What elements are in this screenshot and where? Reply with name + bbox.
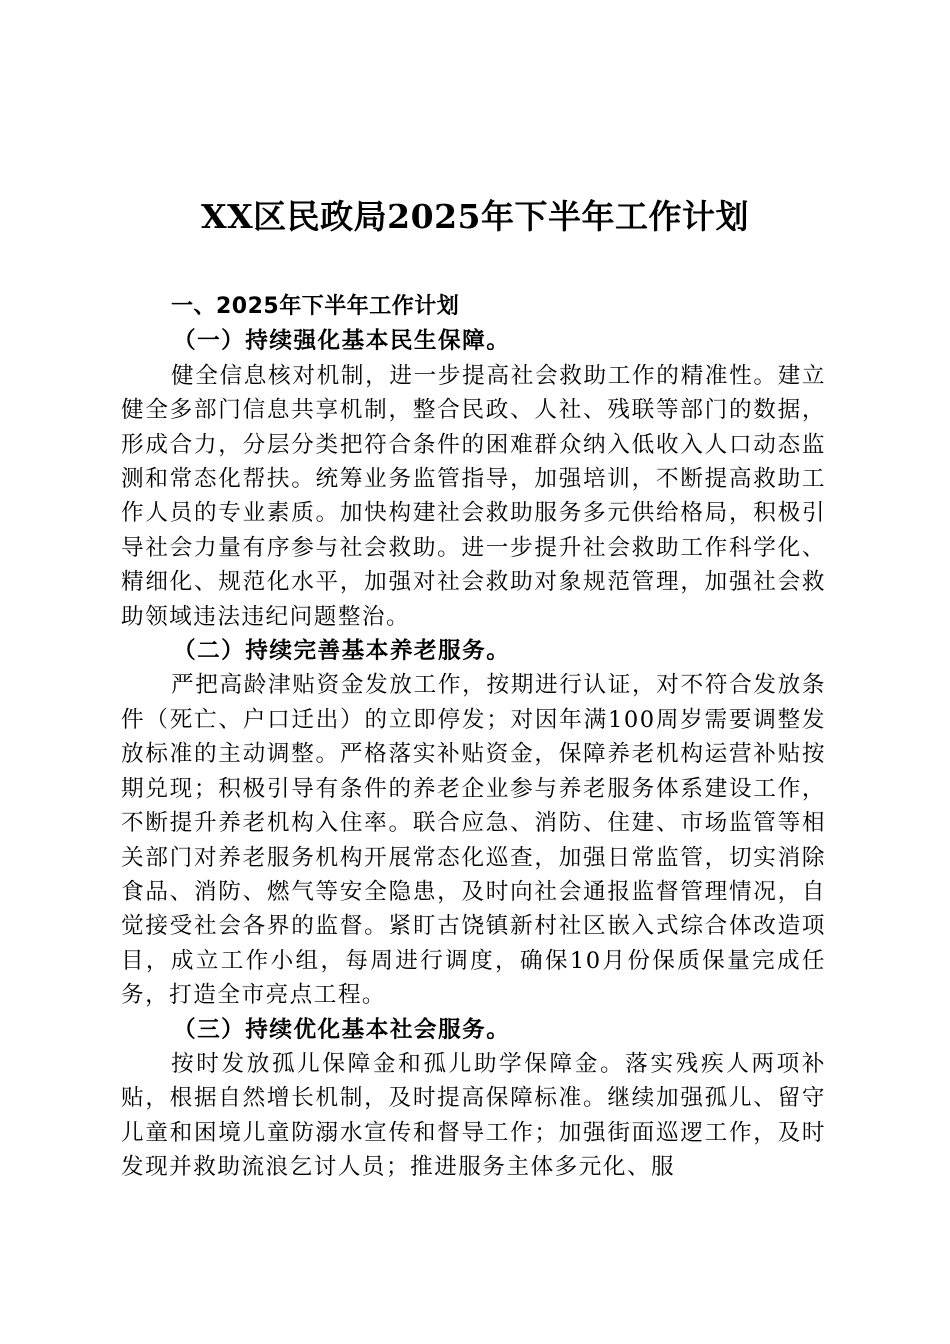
- paragraph-3: 按时发放孤儿保障金和孤儿助学保障金。落实残疾人两项补贴，根据自然增长机制，及时提高保障标准。继续加强孤儿、留守儿童和困境儿童防溺水宣传和督导工作；加强街面巡逻工作，及时发现并救助流浪乞讨人员；推进服务主体多元化、服: [121, 1050, 826, 1181]
- subsection-heading-3: （三）持续优化基本社会服务。: [173, 1016, 511, 1043]
- section-heading: 一、2025年下半年工作计划: [171, 294, 460, 319]
- paragraph-1: 健全信息核对机制，进一步提高社会救助工作的精准性。建立健全多部门信息共享机制，整合民政、人社、残联等部门的数据，形成合力，分层分类把符合条件的困难群众纳入低收入人口动态监测和常态化帮扶。统筹业务监管指导，加强培训，不断提高救助工作人员的专业素质。加快构建社会救助服务多元供给格局，积极引导社会力量有序参与社会救助。进一步提升社会救助工作科学化、精细化、规范化水平，加强对社会救助对象规范管理，加强社会救助领域违法违纪问题整治。: [121, 362, 826, 630]
- document-title: XX区民政局2025年下半年工作计划: [200, 197, 750, 236]
- subsection-heading-2: （二）持续完善基本养老服务。: [173, 638, 511, 665]
- paragraph-2: 严把高龄津贴资金发放工作，按期进行认证，对不符合发放条件（死亡、户口迁出）的立即停发；对因年满100周岁需要调整发放标准的主动调整。严格落实补贴资金，保障养老机构运营补贴按期兑现；积极引导有条件的养老企业参与养老服务体系建设工作，不断提升养老机构入住率。联合应急、消防、住建、市场监管等相关部门对养老服务机构开展常态化巡查，加强日常监管，切实消除食品、消防、燃气等安全隐患，及时向社会通报监督管理情况，自觉接受社会各界的监督。紧盯古饶镇新村社区嵌入式综合体改造项目，成立工作小组，每周进行调度，确保10月份保质保量完成任务，打造全市亮点工程。: [121, 672, 826, 1009]
- document-body: [121, 290, 826, 1185]
- subsection-heading-1: （一）持续强化基本民生保障。: [173, 328, 511, 355]
